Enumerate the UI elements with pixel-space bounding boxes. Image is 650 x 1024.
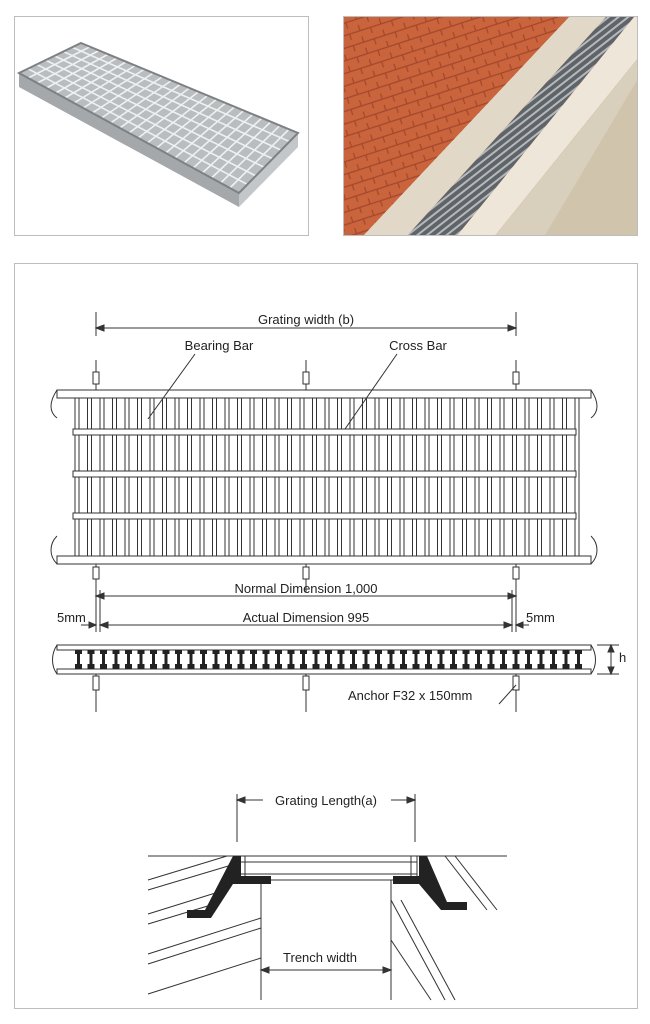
anchor-leader <box>499 685 516 704</box>
section-bar <box>200 650 207 669</box>
grating-length-label: Grating Length(a) <box>275 793 377 808</box>
section-bar <box>538 650 545 669</box>
gap-left-label: 5mm <box>57 610 86 625</box>
technical-diagram-panel <box>14 263 638 1009</box>
section-break-left <box>53 645 58 674</box>
section-bar <box>138 650 145 669</box>
section-bar <box>438 650 445 669</box>
section-bar <box>413 650 420 669</box>
section-bar <box>425 650 432 669</box>
technical-drawing <box>15 264 637 1008</box>
anchor-pin-body <box>513 372 519 384</box>
angle-support-right <box>419 856 467 910</box>
installed-trench-grating-photo <box>343 16 638 236</box>
anchor-label: Anchor F32 x 150mm <box>348 688 473 703</box>
anchor-pin-body <box>303 567 309 579</box>
section-bar <box>100 650 107 669</box>
trench-width-label: Trench width <box>283 950 357 965</box>
section-bar <box>575 650 582 669</box>
trench-installation-image <box>344 17 638 236</box>
section-bar <box>113 650 120 669</box>
bottom-frame-bar <box>57 556 591 564</box>
bottom-bar-break-left <box>51 536 57 564</box>
anchor-pin-body <box>513 567 519 579</box>
actual-dimension-label: Actual Dimension 995 <box>242 610 370 625</box>
grating-panel-photo <box>14 16 309 236</box>
section-bearing-bars <box>75 650 582 669</box>
section-bar <box>500 650 507 669</box>
top-bar-break-right <box>591 390 597 418</box>
section-bar <box>400 650 407 669</box>
section-bar <box>275 650 282 669</box>
section-bar <box>375 650 382 669</box>
section-break-right <box>591 645 596 674</box>
section-bar <box>125 650 132 669</box>
section-bar <box>513 650 520 669</box>
top-frame-bar <box>57 390 591 398</box>
bottom-bar-break-right <box>591 536 597 564</box>
bearing-bar-label: Bearing Bar <box>184 338 254 353</box>
arrowhead-icon <box>504 622 512 628</box>
section-bar <box>463 650 470 669</box>
section-bar <box>213 650 220 669</box>
anchor-pin-body <box>93 372 99 384</box>
seat-right <box>393 876 419 884</box>
arrowhead-icon <box>383 967 391 973</box>
arrowhead-icon <box>608 667 614 674</box>
section-anchor-body <box>93 676 99 690</box>
gap-right-label: 5mm <box>526 610 555 625</box>
section-bar <box>563 650 570 669</box>
section-bar <box>75 650 82 669</box>
section-bar <box>338 650 345 669</box>
grating-width-label: Grating width (b) <box>257 312 355 327</box>
section-bar <box>188 650 195 669</box>
grating-panel-image <box>15 17 308 235</box>
section-anchor-body <box>303 676 309 690</box>
section-bar <box>88 650 95 669</box>
section-top-plate <box>57 645 591 650</box>
arrowhead-icon <box>407 797 415 803</box>
top-bar-break-left <box>51 390 57 418</box>
section-bar <box>163 650 170 669</box>
section-bar <box>150 650 157 669</box>
section-bottom-plate <box>57 669 591 674</box>
section-bar <box>363 650 370 669</box>
seat-left <box>241 876 271 884</box>
section-bar <box>450 650 457 669</box>
section-bar <box>525 650 532 669</box>
normal-dimension-label: Normal Dimension 1,000 <box>234 581 378 596</box>
anchor-pin-body <box>93 567 99 579</box>
section-bar <box>475 650 482 669</box>
arrowhead-icon <box>508 325 516 331</box>
arrowhead-icon <box>96 325 104 331</box>
section-bar <box>250 650 257 669</box>
section-bar <box>300 650 307 669</box>
arrowhead-icon <box>89 622 96 628</box>
cross-bar <box>73 513 576 519</box>
section-bar <box>263 650 270 669</box>
arrowhead-icon <box>237 797 245 803</box>
cross-bar <box>73 471 576 477</box>
section-bar <box>350 650 357 669</box>
arrowhead-icon <box>261 967 269 973</box>
section-bar <box>288 650 295 669</box>
cross-bar <box>73 429 576 435</box>
section-bar <box>238 650 245 669</box>
arrowhead-icon <box>516 622 523 628</box>
section-bar <box>313 650 320 669</box>
section-bar <box>388 650 395 669</box>
anchor-pin-body <box>303 372 309 384</box>
cross-bar-label: Cross Bar <box>389 338 447 353</box>
height-label: h <box>619 650 627 665</box>
section-bar <box>488 650 495 669</box>
section-bar <box>175 650 182 669</box>
section-bar <box>550 650 557 669</box>
arrowhead-icon <box>100 622 108 628</box>
section-bar <box>225 650 232 669</box>
arrowhead-icon <box>608 645 614 652</box>
section-bar <box>325 650 332 669</box>
